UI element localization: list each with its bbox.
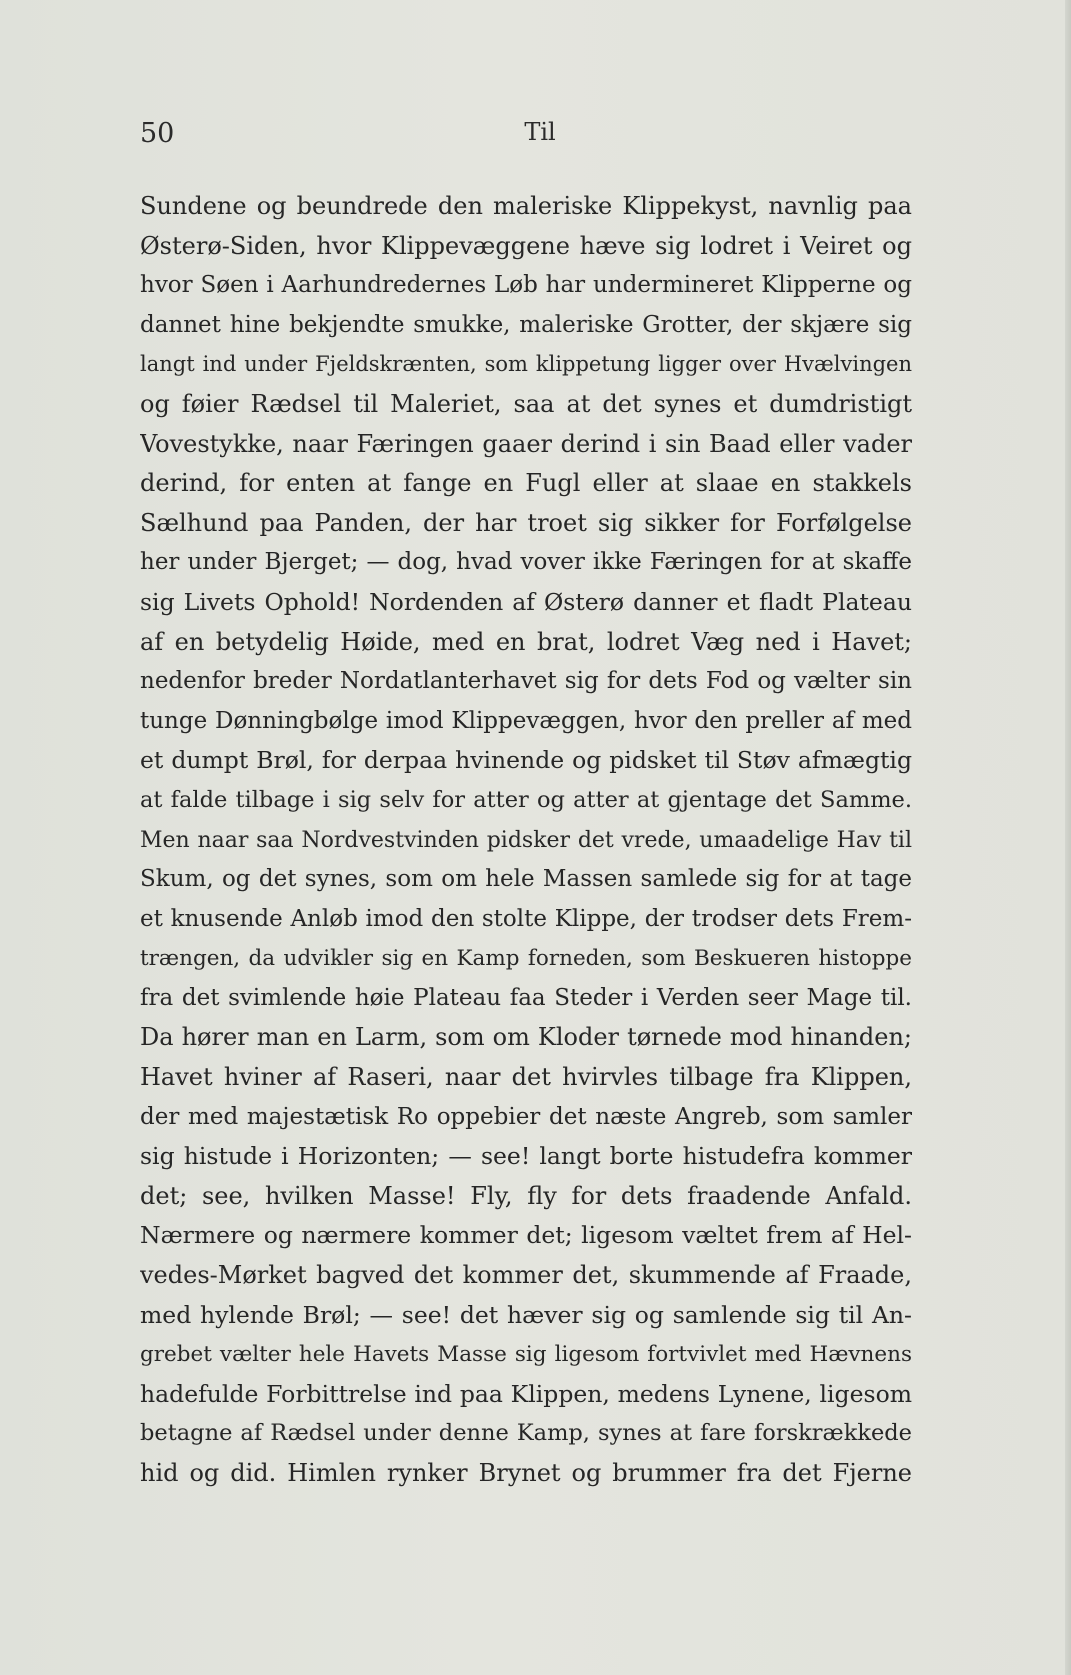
text-line: tunge Dønningbølge imod Klippevæggen, hvor den preller af med — [140, 707, 912, 734]
page-number: 50 — [140, 118, 175, 149]
page-header — [140, 118, 920, 158]
text-line: og føier Rædsel til Maleriet, saa at det synes et dumdristigt — [140, 389, 912, 418]
text-line: grebet vælter hele Havets Masse sig ligesom fortvivlet med Hævnens — [140, 1342, 912, 1368]
text-line: her under Bjerget; — dog, hvad vover ikke Færingen for at skaffe — [140, 549, 912, 576]
text-line: sig histude i Horizonten; — see! langt borte histudefra kommer — [140, 1142, 912, 1171]
text-line: et dumpt Brøl, for derpaa hvinende og pidsket til Støv afmægtig — [140, 746, 912, 775]
body-text — [140, 187, 912, 1494]
text-line: at falde tilbage i sig selv for atter og atter at gjentage det Samme. — [140, 786, 912, 813]
text-line: Skum, og det synes, som om hele Massen samlede sig for at tage — [140, 866, 912, 893]
text-line: Sundene og beundrede den maleriske Klippekyst, navnlig paa — [140, 192, 912, 220]
text-line: langt ind under Fjeldskrænten, som klippetung ligger over Hvælvingen — [140, 352, 912, 377]
text-line: sig Livets Ophold! Nordenden af Østerø danner et fladt Plateau — [140, 587, 912, 616]
text-line: betagne af Rædsel under denne Kamp, synes at fare forskrækkede — [140, 1420, 912, 1447]
page-edge — [1065, 0, 1071, 1675]
text-line: et knusende Anløb imod den stolte Klippe, der trodser dets Frem- — [140, 905, 912, 932]
text-line: Østerø-Siden, hvor Klippevæggene hæve sig lodret i Veiret og — [140, 231, 912, 260]
text-line: dannet hine bekjendte smukke, maleriske Grotter, der skjære sig — [140, 311, 912, 338]
running-head: Til — [524, 118, 556, 146]
text-line: trængen, da udvikler sig en Kamp forneden, som Beskueren histoppe — [140, 946, 912, 972]
text-line: nedenfor breder Nordatlanterhavet sig for dets Fod og vælter sin — [140, 668, 912, 695]
text-line: det; see, hvilken Masse! Fly, fly for dets fraadende Anfald. — [140, 1181, 912, 1210]
text-line: hid og did. Himlen rynker Brynet og brummer fra det Fjerne — [140, 1459, 912, 1487]
text-line: Men naar saa Nordvestvinden pidsker det vrede, umaadelige Hav til — [140, 827, 912, 853]
text-line: af en betydelig Høide, med en brat, lodret Væg ned i Havet; — [140, 627, 912, 656]
text-line: der med majestætisk Ro oppebier det næste Angreb, som samler — [140, 1103, 912, 1130]
text-line: Havet hviner af Raseri, naar det hvirvles tilbage fra Klippen, — [140, 1063, 912, 1092]
text-line: vedes-Mørket bagved det kommer det, skummende af Fraade, — [140, 1261, 912, 1290]
text-line: Sælhund paa Panden, der har troet sig sikker for Forfølgelse — [140, 508, 912, 537]
text-line: hadefulde Forbittrelse ind paa Klippen, medens Lynene, ligesom — [140, 1379, 912, 1408]
text-line: hvor Søen i Aarhundredernes Løb har undermineret Klipperne og — [140, 272, 912, 299]
text-line: Da hører man en Larm, som om Kloder tørnede mod hinanden; — [140, 1023, 912, 1052]
text-line: fra det svimlende høie Plateau faa Steder i Verden seer Mage til. — [140, 984, 912, 1011]
text-line: Vovestykke, naar Færingen gaaer derind i sin Baad eller vader — [140, 429, 912, 458]
text-line: derind, for enten at fange en Fugl eller at slaae en stakkels — [140, 469, 912, 498]
text-line: med hylende Brøl; — see! det hæver sig og samlende sig til An- — [140, 1300, 912, 1329]
text-line: Nærmere og nærmere kommer det; ligesom væltet frem af Hel- — [140, 1221, 912, 1250]
